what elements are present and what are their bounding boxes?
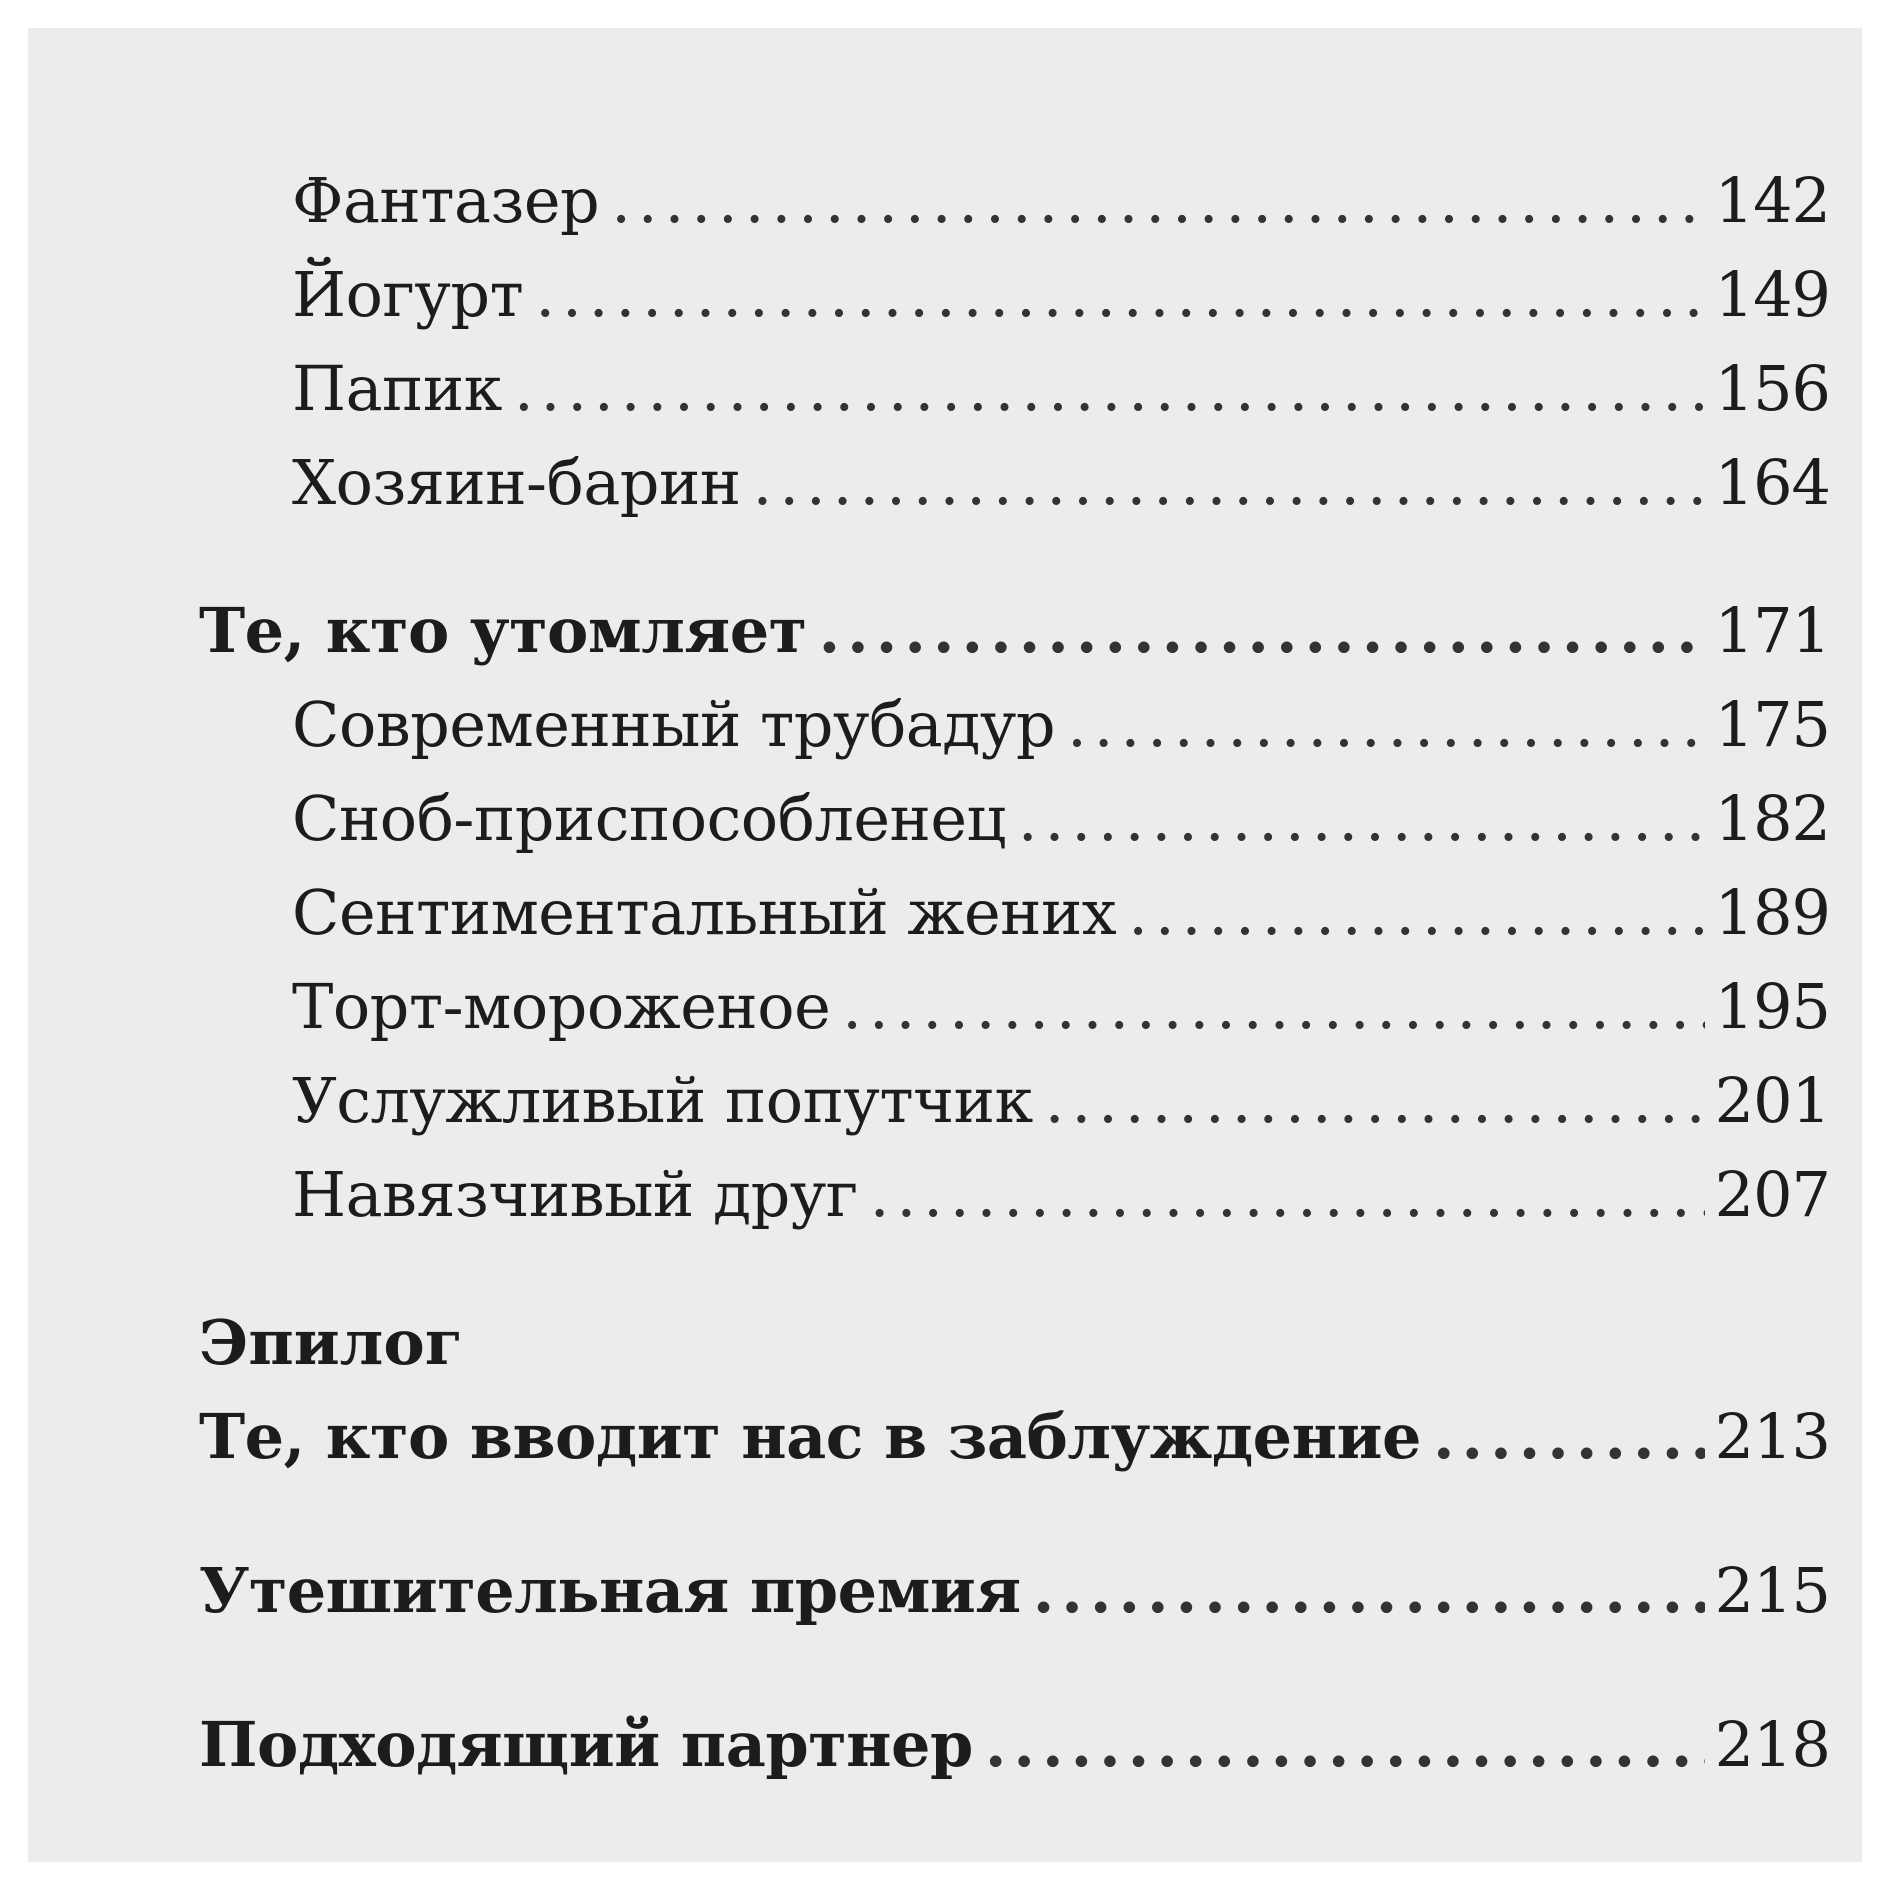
dot-leader <box>1033 1554 1705 1627</box>
book-page <box>28 28 1862 1862</box>
toc-entry-sentimentalnyy-zhenikh <box>292 876 1830 966</box>
toc-section-title: Те, кто вводит нас в заблуждение <box>199 1400 1421 1473</box>
table-of-contents <box>28 28 1862 1862</box>
dot-leader <box>1018 782 1705 855</box>
toc-entry-page: 215 <box>1714 1554 1830 1627</box>
dot-leader <box>842 970 1704 1043</box>
toc-entry-page: 201 <box>1714 1064 1830 1137</box>
toc-entry-page: 156 <box>1714 352 1830 425</box>
toc-entry-page: 171 <box>1714 594 1830 667</box>
toc-entry-page: 149 <box>1714 258 1830 331</box>
toc-entry-title: Современный трубадур <box>292 688 1056 761</box>
dot-leader <box>985 1708 1705 1781</box>
toc-entry-tort-morozhenoe <box>292 970 1830 1060</box>
toc-entry-page: 189 <box>1714 876 1830 949</box>
toc-entry-page: 218 <box>1714 1708 1830 1781</box>
dot-leader <box>514 352 1705 425</box>
toc-entry-title: Папик <box>292 352 502 425</box>
toc-entry-page: 142 <box>1714 164 1830 237</box>
toc-entry-title: Услужливый попутчик <box>292 1064 1033 1137</box>
toc-section-uteshitelnaya-premiya <box>199 1554 1830 1644</box>
dot-leader <box>1128 876 1704 949</box>
toc-section-title: Подходящий партнер <box>199 1708 973 1781</box>
dot-leader <box>753 446 1705 519</box>
toc-entry-fantazer <box>292 164 1830 254</box>
toc-heading-epilog: Эпилог <box>199 1306 463 1379</box>
toc-entry-page: 195 <box>1714 970 1830 1043</box>
toc-entry-usluzhlivyy-poputchik <box>292 1064 1830 1154</box>
toc-entry-title: Навязчивый друг <box>292 1158 858 1231</box>
toc-entry-snob <box>292 782 1830 872</box>
toc-entry-title: Сентиментальный жених <box>292 876 1117 949</box>
toc-entry-page: 164 <box>1714 446 1830 519</box>
toc-entry-title: Фантазер <box>292 164 600 237</box>
toc-section-podkhodyashchiy-partner <box>199 1708 1830 1798</box>
toc-entry-title: Йогурт <box>292 258 524 331</box>
dot-leader <box>1433 1400 1705 1473</box>
dot-leader <box>870 1158 1705 1231</box>
toc-entry-page: 207 <box>1714 1158 1830 1231</box>
toc-entry-title: Хозяин-барин <box>292 446 741 519</box>
dot-leader <box>1045 1064 1705 1137</box>
dot-leader <box>819 594 1705 667</box>
toc-entry-title: Торт-мороженое <box>292 970 831 1043</box>
toc-section-te-kto-vvodit <box>199 1400 1830 1490</box>
toc-section-title: Утешительная премия <box>199 1554 1021 1627</box>
toc-entry-sovremennyy-trubadur <box>292 688 1830 778</box>
dot-leader <box>535 258 1704 331</box>
dot-leader <box>611 164 1704 237</box>
toc-section-te-kto-utomlyaet <box>199 594 1830 684</box>
toc-entry-papik <box>292 352 1830 442</box>
toc-entry-khozyain-barin <box>292 446 1830 536</box>
toc-entry-title: Сноб-приспособленец <box>292 782 1006 855</box>
toc-entry-page: 175 <box>1714 688 1830 761</box>
dot-leader <box>1067 688 1705 761</box>
toc-entry-navyazchivyy-drug <box>292 1158 1830 1248</box>
toc-entry-yogurt <box>292 258 1830 348</box>
toc-section-title: Те, кто утомляет <box>199 594 807 667</box>
toc-entry-page: 182 <box>1714 782 1830 855</box>
toc-entry-page: 213 <box>1714 1400 1830 1473</box>
